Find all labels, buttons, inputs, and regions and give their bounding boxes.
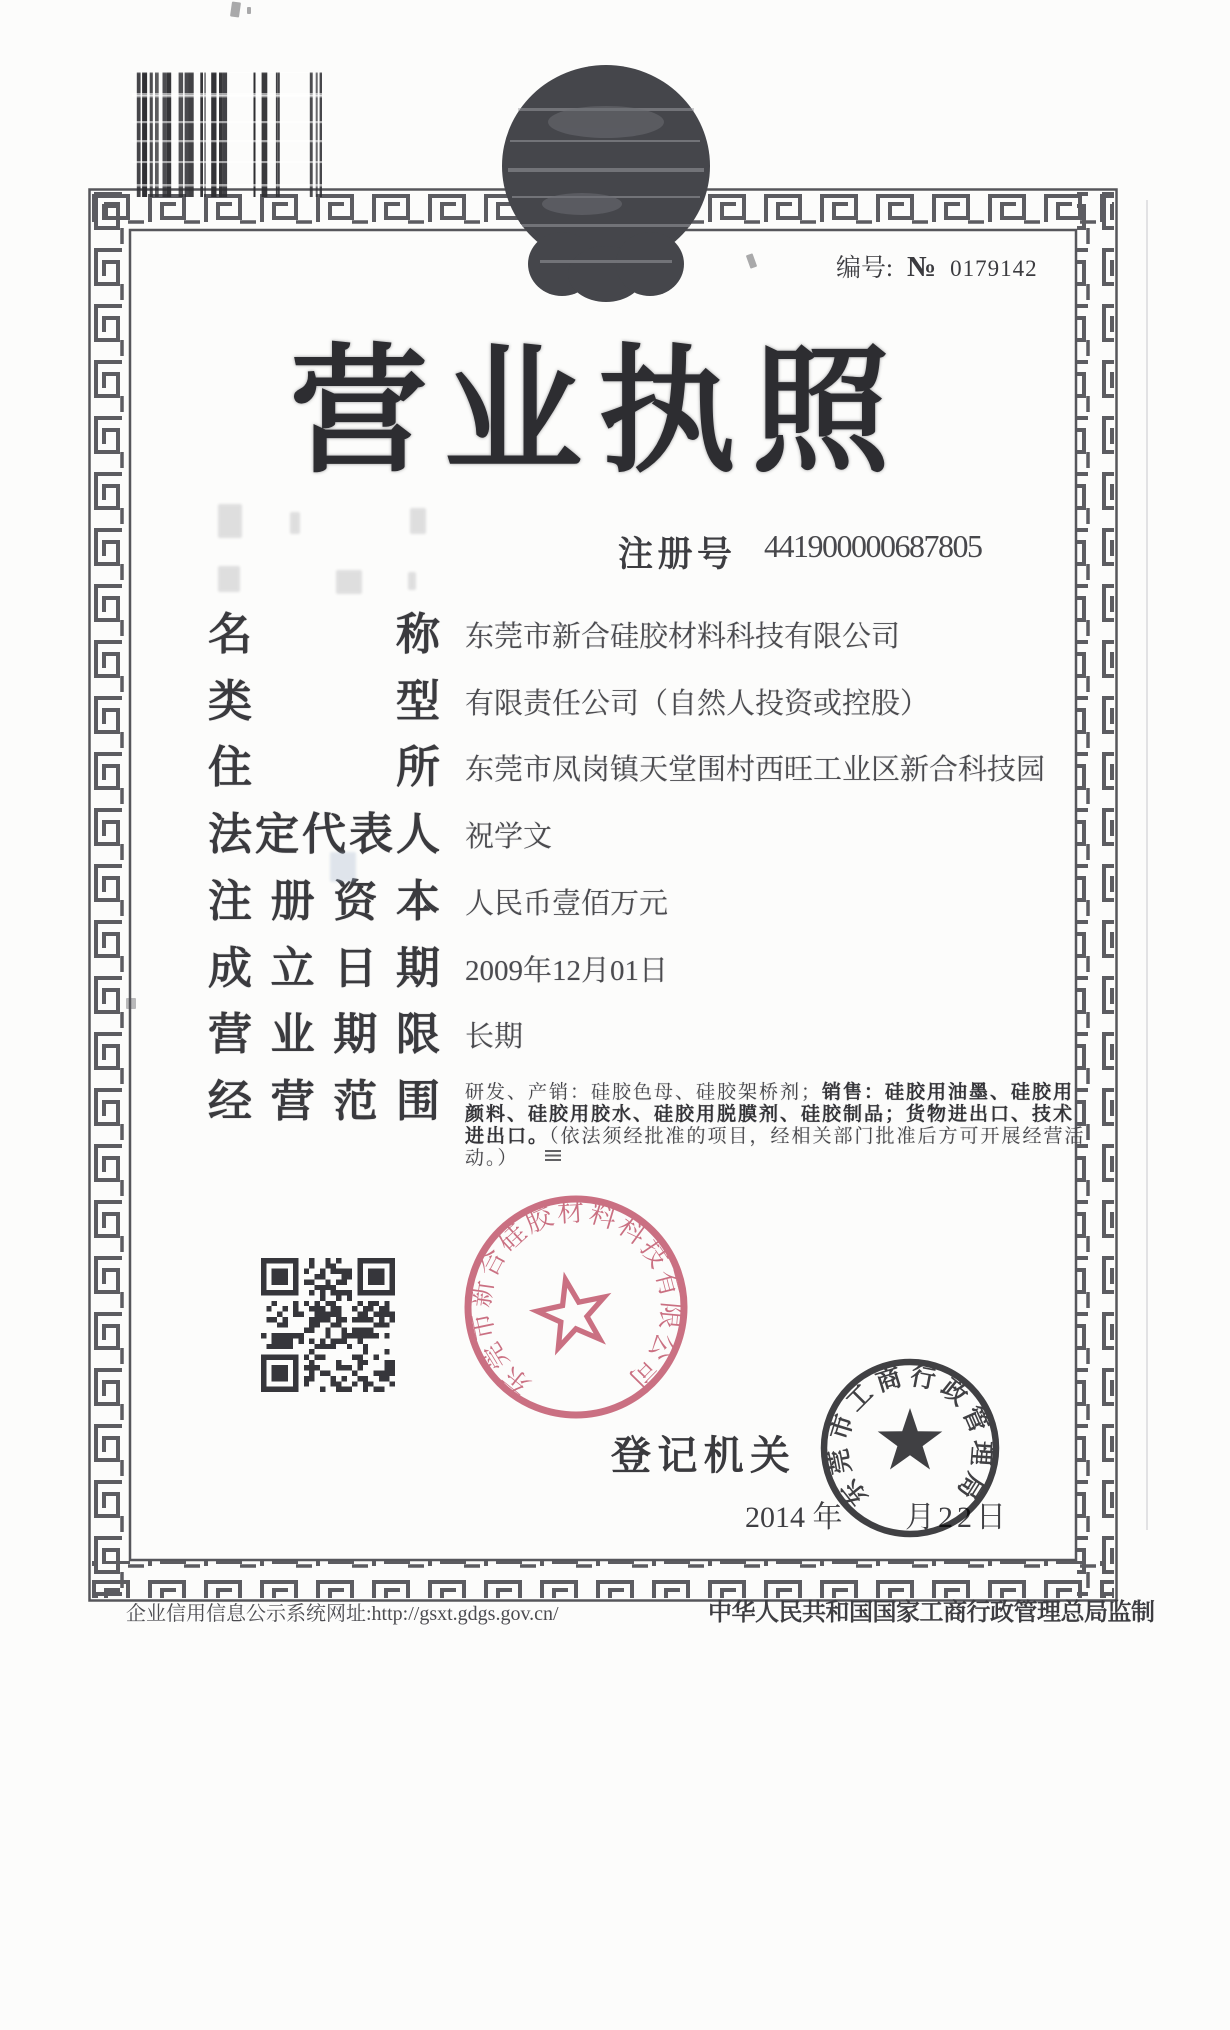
field-label-established: 成 立 日 期 [208,944,440,993]
scope-run-1: 研发、产销：硅胶色母、硅胶架桥剂； [465,1082,823,1103]
footer-issuing-authority: 中华人民共和国国家工商行政管理总局监制 [708,1600,1155,1626]
scan-artifact [330,852,356,882]
scan-artifact [290,512,300,534]
field-value-term: 长期 [465,1021,524,1053]
serial-line [836,248,1038,284]
field-value-type: 有限责任公司（自然人投资或控股） [465,688,930,720]
registration-number-label: 注 册 号 [618,535,732,574]
company-seal-text: 东莞市新合硅胶材料科技有限公司 [465,1196,687,1402]
field-value-address: 东莞市凤岗镇天堂围村西旺工业区新合科技园 [465,754,1046,786]
license-title: 营 业 执 照 [290,335,890,489]
footer-public-info-url: 企业信用信息公示系统网址:http://gsxt.gdgs.gov.cn/ [126,1603,559,1625]
scope-run-2: 销售：硅胶用油墨、硅胶用颜料、硅胶用胶水、硅胶用脱膜剂、硅胶制品；货物进出口、技术进出口。 [465,1082,1075,1147]
scan-artifact [230,1,241,17]
scan-edge-line [1146,200,1148,1530]
field-label-legal-rep: 法 定 代 表 人 [208,810,440,859]
serial-number: 0179142 [950,256,1038,281]
field-value-legal-rep: 祝学文 [465,821,553,853]
scan-artifact [336,570,362,594]
issue-date-year: 2014 年 [745,1501,843,1534]
qr-code [261,1258,395,1392]
field-value-name: 东莞市新合硅胶材料科技有限公司 [465,621,901,653]
company-seal-star-icon [532,1273,613,1351]
field-label-term: 营 业 期 限 [208,1010,440,1059]
scan-artifact [218,566,240,592]
serial-label: 编号: [836,255,893,282]
field-value-capital: 人民币壹佰万元 [465,888,669,920]
registrar-label: 登 记 机 关 [611,1433,790,1478]
field-label-scope: 经 营 范 围 [208,1077,440,1126]
field-label-capital: 注 册 资 本 [208,877,440,926]
field-label-name: 名 称 [208,610,440,659]
registry-stamp [818,1356,1002,1540]
scan-artifact [545,1150,561,1163]
field-label-address: 住 所 [208,743,440,792]
barcode [132,72,322,197]
registry-stamp-text: 东莞市工商行政管理局 [825,1363,995,1511]
scan-artifact [247,7,251,14]
issue-date-day: 22日 [938,1501,1010,1534]
registration-number-value: 441900000687805 [764,528,982,564]
scope-run-3: （依法须经批准的项目，经相关部门批准后方可开展经营活动。） [465,1126,1086,1169]
field-value-established: 2009年12月01日 [465,955,669,987]
serial-no-symbol: № [906,251,937,283]
scan-artifact [410,508,426,534]
scan-artifact [126,998,136,1009]
company-seal [456,1187,696,1427]
issue-date-month: 月 [905,1501,935,1534]
field-label-type: 类 型 [208,677,440,726]
scan-artifact [218,504,242,538]
national-emblem-icon [500,64,712,304]
scan-artifact [408,572,416,590]
registry-stamp-star-icon [878,1408,943,1470]
